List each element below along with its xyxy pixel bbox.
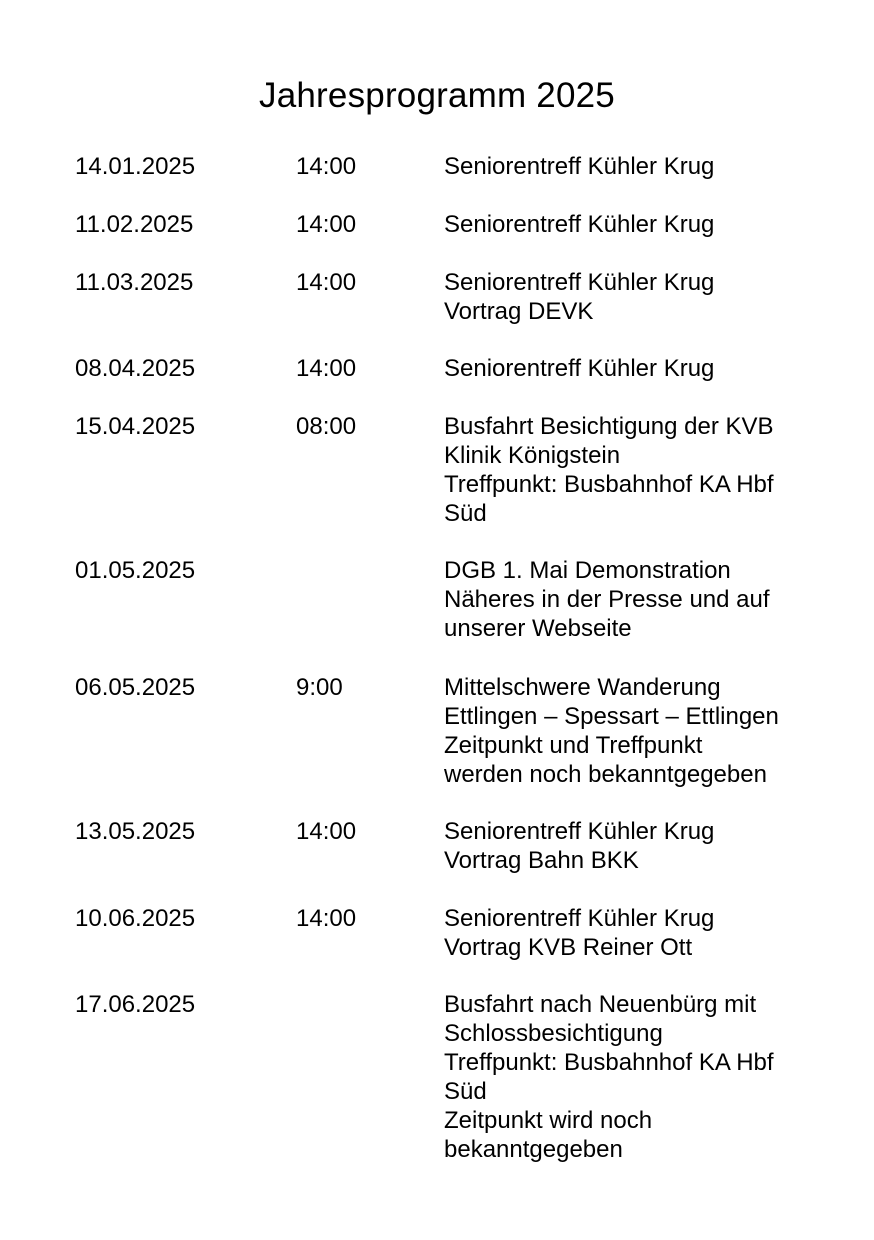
entry-description-line: DGB 1. Mai Demonstration (444, 557, 731, 584)
entry-description-line: Ettlingen – Spessart – Ettlingen (444, 703, 779, 730)
entry-description-line: Seniorentreff Kühler Krug (444, 153, 715, 180)
entry-description-line: Busfahrt Besichtigung der KVB (444, 413, 774, 440)
entry-description (444, 904, 844, 962)
entry-description-line: Seniorentreff Kühler Krug (444, 818, 715, 845)
entry-date: 14.01.2025 (75, 153, 196, 180)
entry-description-line: Vortrag Bahn BKK (444, 847, 639, 874)
entry-description-line: Klinik Königstein (444, 442, 621, 469)
entry-time: 14:00 (296, 818, 357, 845)
entry-description-line: Mittelschwere Wanderung (444, 674, 721, 701)
entry-date: 11.02.2025 (75, 211, 194, 238)
entry-date: 01.05.2025 (75, 557, 196, 584)
entry-date: 06.05.2025 (75, 674, 196, 701)
entry-time: 14:00 (296, 211, 357, 238)
entry-description-line: unserer Webseite (444, 615, 632, 642)
entry-date: 17.06.2025 (75, 991, 196, 1018)
entry-description (444, 673, 844, 789)
entry-description (444, 210, 844, 239)
page-title: Jahresprogramm 2025 (259, 76, 615, 115)
entry-description (444, 412, 844, 528)
entry-date: 13.05.2025 (75, 818, 196, 845)
entry-description-line: Busfahrt nach Neuenbürg mit (444, 991, 757, 1018)
entry-description-line: Schlossbesichtigung (444, 1020, 663, 1047)
entry-description-line: Seniorentreff Kühler Krug (444, 355, 715, 382)
entry-description-line: Seniorentreff Kühler Krug (444, 269, 715, 296)
entry-description-line: bekanntgegeben (444, 1136, 623, 1163)
entry-description-line: Süd (444, 500, 487, 527)
entry-description (444, 268, 844, 326)
entry-description-line: Zeitpunkt wird noch (444, 1107, 653, 1134)
entry-time: 14:00 (296, 269, 357, 296)
entry-description-line: Vortrag DEVK (444, 298, 594, 325)
entry-description-line: Vortrag KVB Reiner Ott (444, 934, 693, 961)
entry-description-line: Zeitpunkt und Treffpunkt (444, 732, 703, 759)
entry-date: 08.04.2025 (75, 355, 196, 382)
entry-description-line: Treffpunkt: Busbahnhof KA Hbf (444, 471, 774, 498)
entry-description-line: Süd (444, 1078, 487, 1105)
entry-time: 08:00 (296, 413, 357, 440)
entry-time: 14:00 (296, 905, 357, 932)
entry-time: 14:00 (296, 355, 357, 382)
entry-description-line: werden noch bekanntgegeben (444, 761, 767, 788)
entry-date: 15.04.2025 (75, 413, 196, 440)
entry-time: 14:00 (296, 153, 357, 180)
entry-date: 11.03.2025 (75, 269, 194, 296)
entry-description-line: Seniorentreff Kühler Krug (444, 211, 715, 238)
entry-description-line: Seniorentreff Kühler Krug (444, 905, 715, 932)
entry-description (444, 817, 844, 875)
entry-description (444, 152, 844, 181)
entry-date: 10.06.2025 (75, 905, 196, 932)
entry-time: 9:00 (296, 674, 343, 701)
entry-description (444, 354, 844, 383)
entry-description-line: Näheres in der Presse und auf (444, 586, 770, 613)
entry-description-line: Treffpunkt: Busbahnhof KA Hbf (444, 1049, 774, 1076)
entry-description (444, 990, 844, 1164)
entry-description (444, 556, 844, 643)
